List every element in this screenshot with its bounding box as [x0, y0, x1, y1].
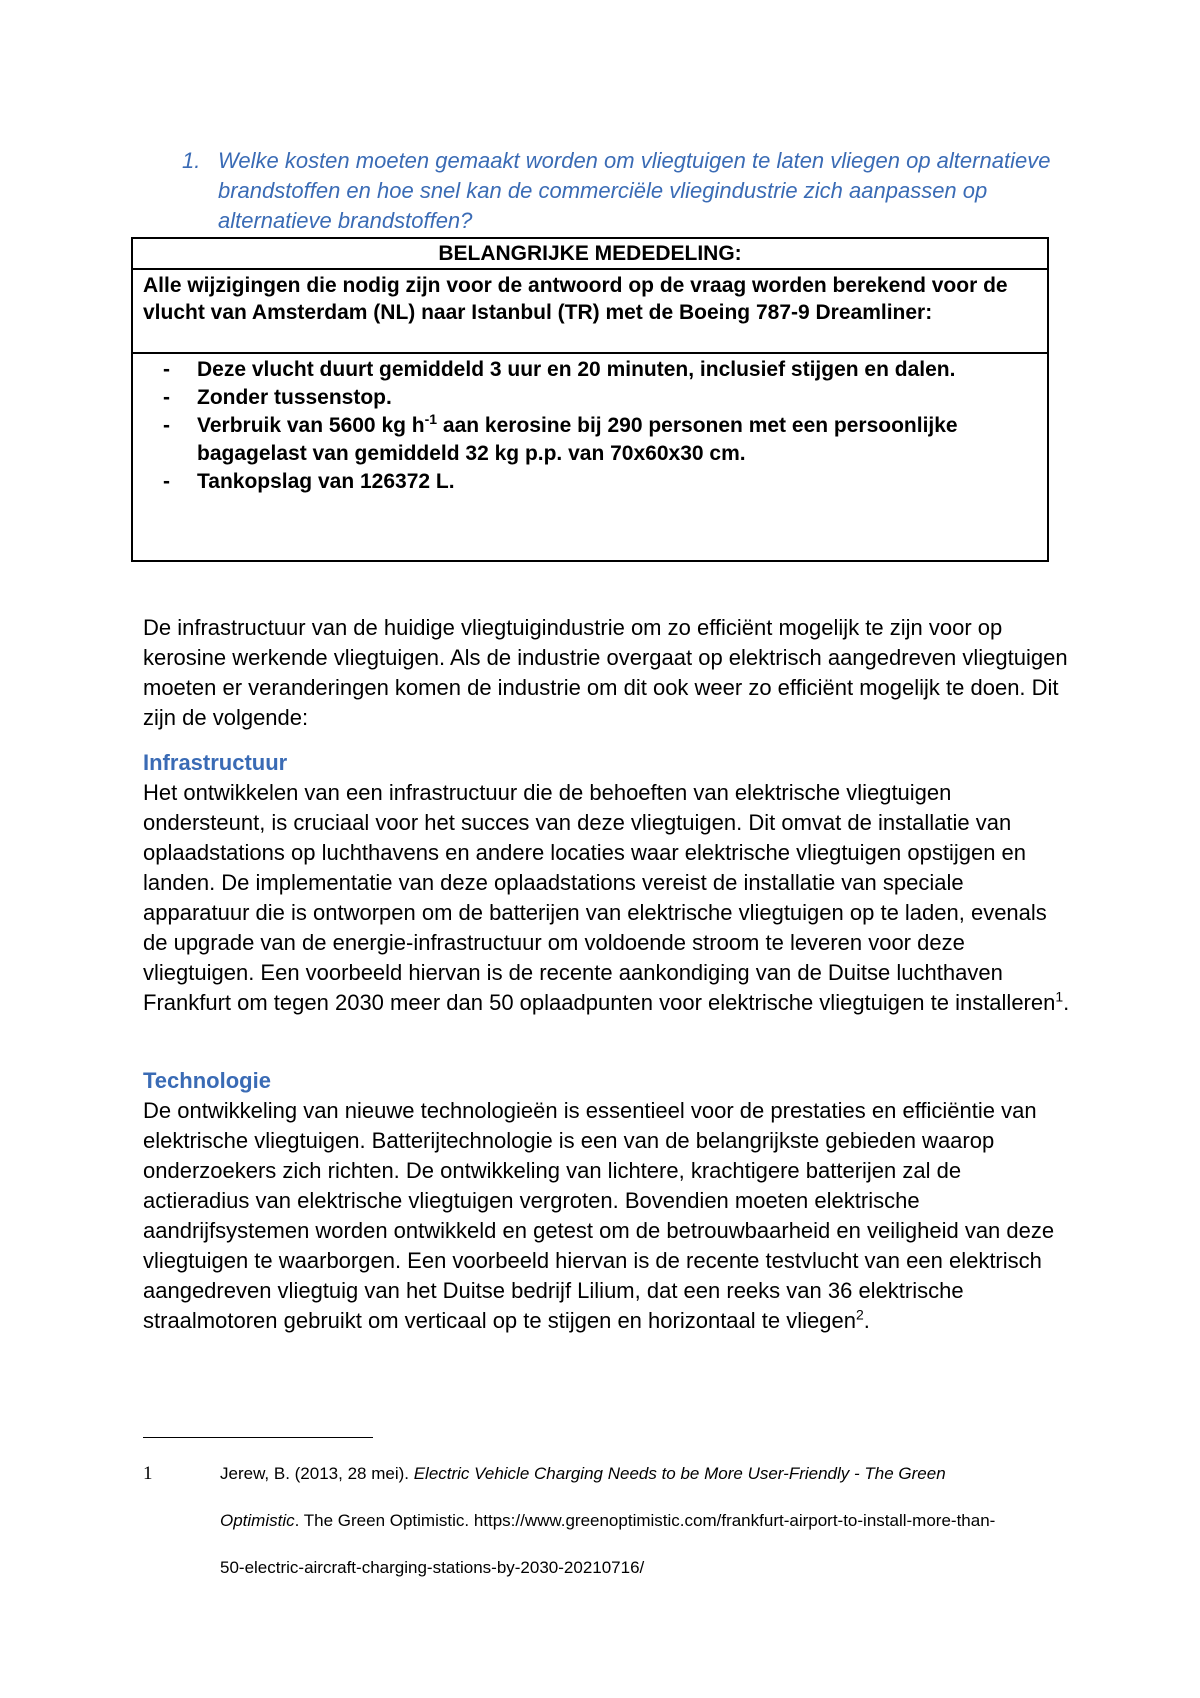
- footnote-separator: [143, 1437, 373, 1438]
- footnote-author: Jerew, B. (2013, 28 mei).: [220, 1464, 414, 1483]
- notice-bullet-text: Deze vlucht duurt gemiddeld 3 uur en 20 minuten, inclusief stijgen en dalen.: [197, 358, 956, 381]
- notice-bullet-text: Verbruik van 5600 kg h: [197, 414, 425, 437]
- footnote-1: [143, 1450, 1073, 1591]
- notice-intro: Alle wijzigingen die nodig zijn voor de antwoord op de vraag worden berekend voor de vlucht van Amsterdam (NL) naar Istanbul (TR) met de Boeing 787-9 Dreamliner:: [133, 270, 1047, 354]
- bullet-marker: -: [163, 386, 170, 409]
- footnote-number: 1: [143, 1463, 153, 1484]
- notice-bullet: [163, 384, 1037, 412]
- section-heading-technologie: Technologie: [143, 1068, 271, 1093]
- footnote-title-cont: Optimistic: [220, 1511, 295, 1530]
- notice-bullet-text: Zonder tussenstop.: [197, 386, 392, 409]
- notice-title: BELANGRIJKE MEDEDELING:: [133, 239, 1047, 270]
- footnote-publisher: . The Green Optimistic. https://www.greenoptimistic.com/frankfurt-airport-to-install-more-than-: [294, 1511, 996, 1530]
- question-text: Welke kosten moeten gemaakt worden om vliegtuigen te laten vliegen op alternatieve brandstoffen en hoe snel kan de commerciële vliegindustrie zich aanpassen op alternatieve brandstoffen?: [218, 148, 1051, 233]
- infrastructuur-paragraph: [143, 778, 1073, 1018]
- notice-bullet-text: Tankopslag van 126372 L.: [197, 470, 455, 493]
- footnote-line: [143, 1497, 1073, 1544]
- bullet-marker: -: [163, 358, 170, 381]
- footnote-url-cont: 50-electric-aircraft-charging-stations-by-2030-20210716/: [220, 1558, 645, 1577]
- superscript: -1: [424, 411, 438, 427]
- question-number: 1.: [182, 148, 201, 173]
- notice-bullet-list: [133, 354, 1047, 496]
- footnote-title: Electric Vehicle Charging Needs to be More User-Friendly - The Green: [413, 1464, 946, 1483]
- technologie-paragraph: [143, 1096, 1073, 1336]
- section-heading-infrastructuur: Infrastructuur: [143, 750, 288, 775]
- technologie-text: De ontwikkeling van nieuwe technologieën is essentieel voor de prestaties en efficiëntie van elektrische vliegtuigen. Batterijtechnologie is een van de belangrijkste gebieden waarop onderzoekers zich richten. De ontwikkeling van lichtere, krachtigere batterijen zal de actieradius van elektrische vliegtuigen vergroten. Bovendien moeten elektrische aandrijfsystemen worden ontwikkeld en getest om de betrouwbaarheid en veiligheid van deze vliegtuigen te waarborgen. Een voorbeeld hiervan is de recente testvlucht van een elektrisch aangedreven vliegtuig van het Duitse bedrijf Lilium, dat een reeks van 36 elektrische straalmotoren gebruikt om verticaal op te stijgen en horizontaal te vliegen: [143, 1098, 1055, 1333]
- notice-bullet: [163, 468, 1037, 496]
- footnote-line: [143, 1450, 1073, 1497]
- research-question: [182, 146, 1082, 236]
- footnote-reference: 2: [855, 1306, 864, 1323]
- notice-bullet: [163, 412, 1037, 468]
- notice-bullet: [163, 356, 1037, 384]
- important-notice-box: [131, 237, 1049, 562]
- footnote-line: [143, 1544, 1073, 1591]
- infrastructuur-text: Het ontwikkelen van een infrastructuur die de behoeften van elektrische vliegtuigen ondersteunt, is cruciaal voor het succes van deze vliegtuigen. Dit omvat de installatie van oplaadstations op luchthavens en andere locaties waar elektrische vliegtuigen opstijgen en landen. De implementatie van deze oplaadstations vereist de installatie van speciale apparatuur die is ontworpen om de batterijen van elektrische vliegtuigen op te laden, evenals de upgrade van de energie-infrastructuur om voldoende stroom te leveren voor deze vliegtuigen. Een voorbeeld hiervan is de recente aankondiging van de Duitse luchthaven Frankfurt om tegen 2030 meer dan 50 oplaadpunten voor elektrische vliegtuigen te installeren: [143, 780, 1056, 1015]
- bullet-marker: -: [163, 470, 170, 493]
- footnote-reference: 1: [1055, 988, 1064, 1005]
- sentence-end: .: [1063, 990, 1070, 1015]
- intro-paragraph: De infrastructuur van de huidige vliegtuigindustrie om zo efficiënt mogelijk te zijn voor op kerosine werkende vliegtuigen. Als de industrie overgaat op elektrisch aangedreven vliegtuigen moeten er veranderingen komen de industrie om dit ook weer zo efficiënt mogelijk te doen. Dit zijn de volgende:: [143, 615, 1068, 730]
- notice-bullet-text-cont: aan kerosine bij 290 personen met een persoonlijke bagagelast van gemiddeld 32 kg p.p. van 70x60x30 cm.: [197, 414, 958, 465]
- sentence-end: .: [863, 1308, 870, 1333]
- bullet-marker: -: [163, 414, 170, 437]
